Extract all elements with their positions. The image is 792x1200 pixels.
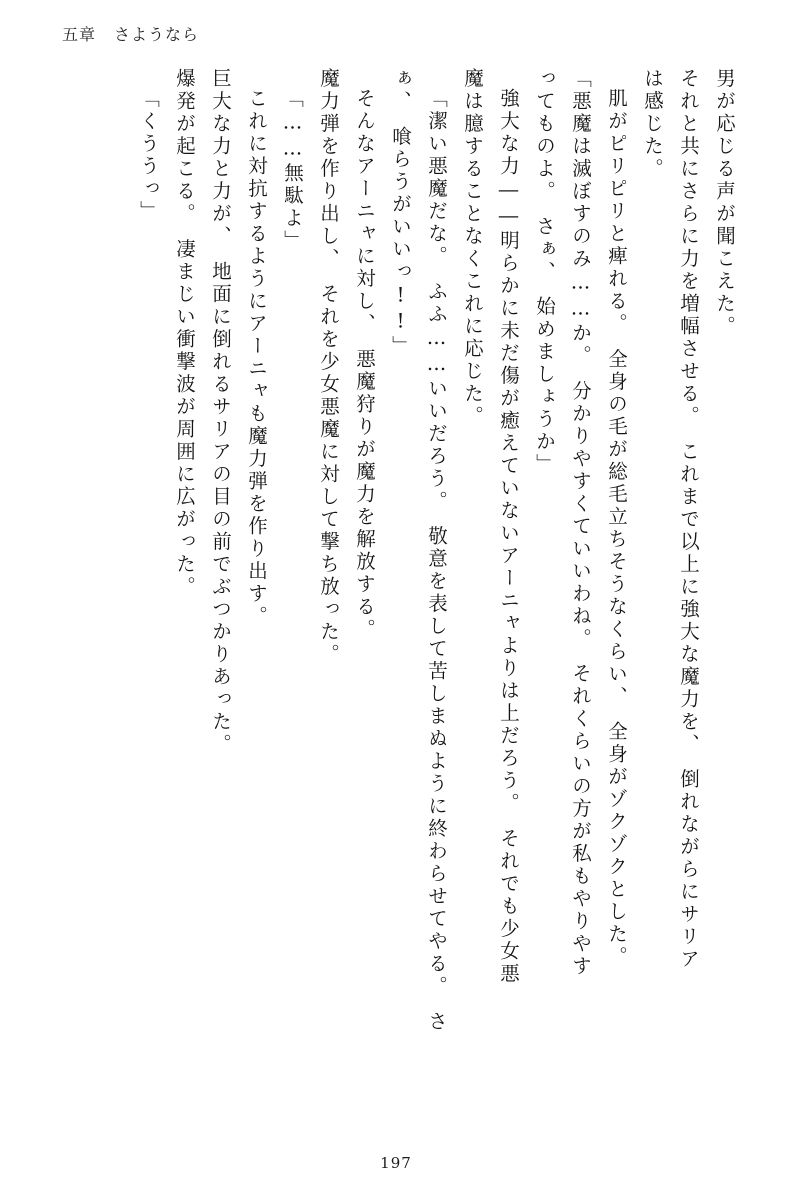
page-number: 197 [380,1154,412,1172]
text-column: ぁ、 喰らうがいいっ!!」 [389,68,412,358]
text-column: 強大な力――明らかに未だ傷が癒えていないアーニャよりは上だろう。 それでも少女悪 [497,88,520,986]
text-column: 肌がピリピリと痺れる。 全身の毛が総毛立ちそうなくらい、 全身がゾクゾクとした。 [605,88,628,969]
text-column: は感じた。 [641,68,664,181]
text-column: 魔力弾を作り出し、 それを少女悪魔に対して撃ち放った。 [317,68,340,666]
text-column: 魔は臆することなくこれに応じた。 [461,68,484,428]
text-column: それと共にさらに力を増幅させる。 これまで以上に強大な魔力を、 倒れながらにサリア [677,68,700,971]
text-column: ってものよ。 さぁ、 始めましょうか」 [533,68,556,476]
text-column: 「悪魔は滅ぼすのみ……か。 分かりやすくていいわね。 それくらいの方が私もやりやす [569,68,592,978]
text-column: これに対抗するようにアーニャも魔力弾を作り出す。 [245,88,268,628]
text-column: 「潔い悪魔だな。 ふふ……いいだろう。 敬意を表して苦しまぬように終わらせてやる。 さ [425,88,448,1034]
text-column: 巨大な力と力が、 地面に倒れるサリアの目の前でぶつかりあった。 [209,68,232,756]
chapter-title: さようなら [114,25,200,44]
text-column: 「……無駄よ」 [281,88,304,253]
running-head [62,22,199,45]
text-column: そんなアーニャに対し、 悪魔狩りが魔力を解放する。 [353,88,376,641]
text-column: 爆発が起こる。 凄まじい衝撃波が周囲に広がった。 [173,68,196,599]
vertical-text-body [60,68,734,1128]
chapter-number: 五章 [62,25,97,44]
text-column: 男が応じる声が聞こえた。 [713,68,736,338]
text-column: 「くううっ」 [137,88,160,223]
